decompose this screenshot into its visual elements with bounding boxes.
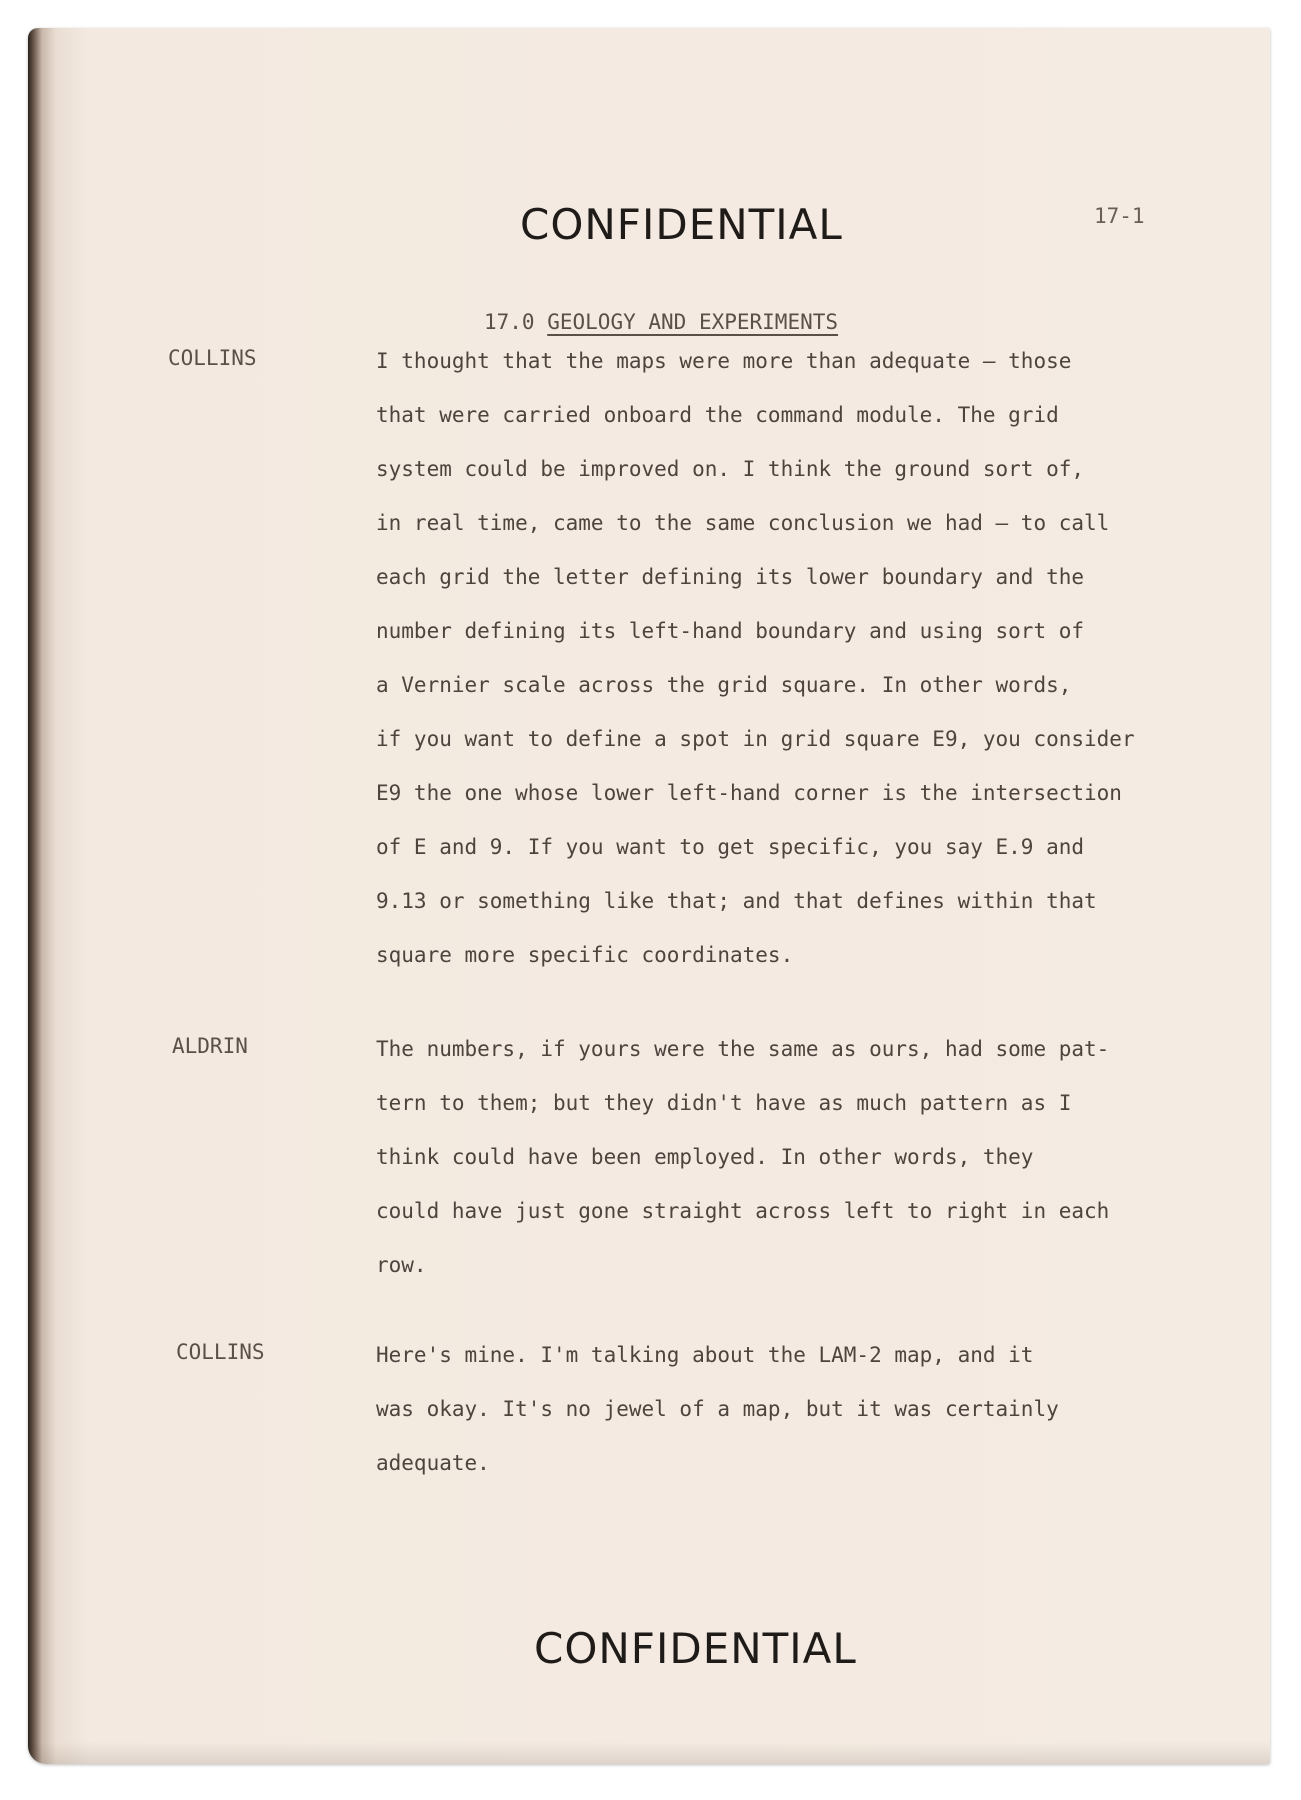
text-line: number defining its left-hand boundary and using sort of (376, 619, 1085, 643)
section-title: GEOLOGY AND EXPERIMENTS (547, 310, 839, 334)
transcript-paragraph (376, 334, 1206, 982)
text-line: E9 the one whose lower left-hand corner is the intersection (376, 781, 1122, 805)
document-page (28, 28, 1270, 1764)
section-heading (484, 310, 838, 334)
transcript-paragraph (376, 1328, 1206, 1490)
text-line: in real time, came to the same conclusion we had — to call (376, 511, 1110, 535)
speaker-label: COLLINS (168, 346, 257, 370)
page-number: 17-1 (1094, 204, 1145, 228)
speaker-label: COLLINS (176, 1340, 265, 1364)
section-number: 17.0 (484, 310, 535, 334)
text-line: row. (376, 1253, 427, 1277)
speaker-label: ALDRIN (172, 1034, 248, 1058)
text-line: adequate. (376, 1451, 490, 1475)
transcript-paragraph (376, 1022, 1206, 1292)
text-line: that were carried onboard the command module. The grid (376, 403, 1059, 427)
text-line: a Vernier scale across the grid square. In other words, (376, 673, 1072, 697)
text-line: was okay. It's no jewel of a map, but it was certainly (376, 1397, 1059, 1421)
text-line: system could be improved on. I think the ground sort of, (376, 457, 1085, 481)
text-line: The numbers, if yours were the same as ours, had some pat- (376, 1037, 1110, 1061)
text-line: tern to them; but they didn't have as much pattern as I (376, 1091, 1072, 1115)
text-line: of E and 9. If you want to get specific, you say E.9 and (376, 835, 1085, 859)
text-line: I thought that the maps were more than adequate — those (376, 349, 1072, 373)
text-line: could have just gone straight across left to right in each (376, 1199, 1110, 1223)
confidential-stamp-bottom: CONFIDENTIAL (534, 1624, 857, 1673)
text-line: if you want to define a spot in grid square E9, you consider (376, 727, 1135, 751)
text-line: each grid the letter defining its lower boundary and the (376, 565, 1085, 589)
confidential-stamp-top: CONFIDENTIAL (520, 200, 843, 249)
text-line: square more specific coordinates. (376, 943, 794, 967)
text-line: 9.13 or something like that; and that defines within that (376, 889, 1097, 913)
text-line: Here's mine. I'm talking about the LAM-2 map, and it (376, 1343, 1034, 1367)
text-line: think could have been employed. In other words, they (376, 1145, 1034, 1169)
